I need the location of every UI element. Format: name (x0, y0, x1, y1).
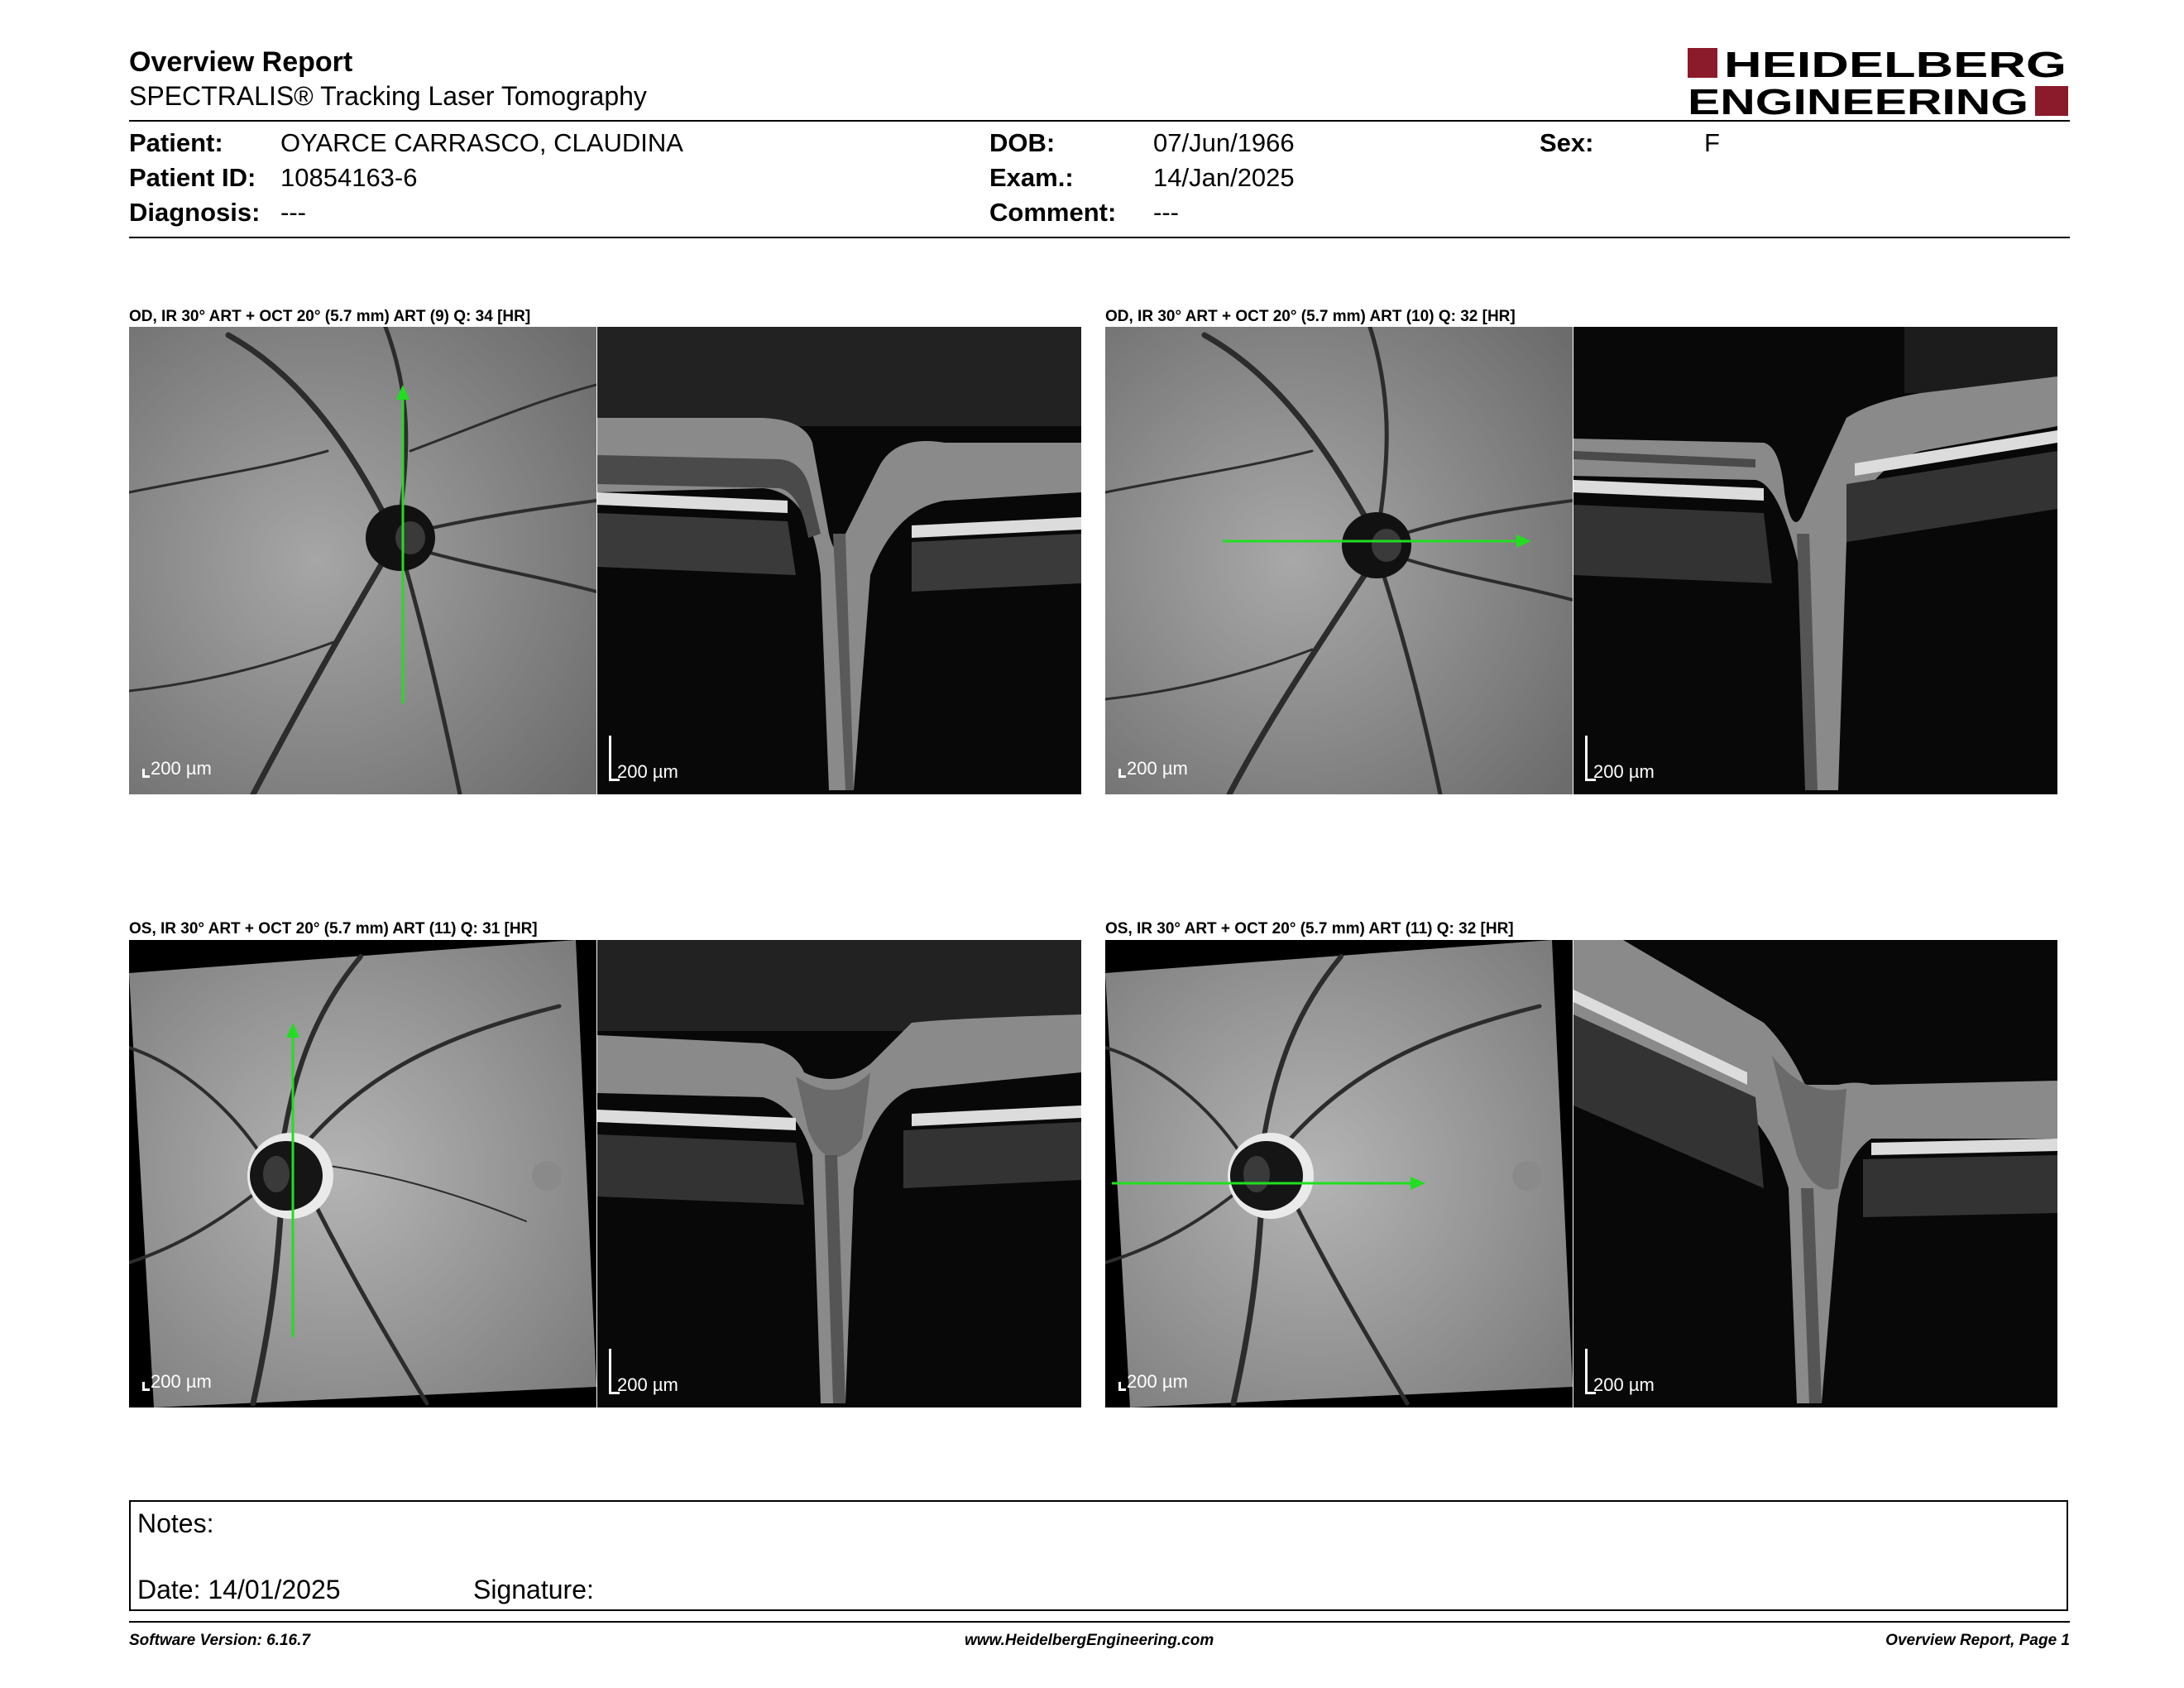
dob-value: 07/Jun/1966 (1153, 128, 1295, 157)
date-label: Date: 14/01/2025 (137, 1575, 341, 1604)
patient-id: 10854163-6 (280, 163, 418, 192)
fundus-image-2[interactable]: 200 µm (1105, 327, 1573, 794)
website-link[interactable]: www.HeidelbergEngineering.com (965, 1632, 1214, 1649)
patient-label: Patient: (129, 128, 223, 157)
logo-line2: ENGINEERING (1688, 82, 2028, 117)
comment-label: Comment: (989, 198, 1117, 227)
dob-label: DOB: (989, 128, 1056, 157)
footer-rule (129, 1621, 2070, 1623)
header-rule (129, 120, 2070, 122)
panel-title-2: OD, IR 30° ART + OCT 20° (5.7 mm) ART (10) Q: 32 [HR] (1105, 308, 1516, 325)
notes-label: Notes: (137, 1508, 214, 1538)
sex-label: Sex: (1540, 128, 1594, 157)
comment-value: --- (1153, 198, 1179, 227)
sex-value: F (1704, 128, 1720, 157)
panel-title-1: OD, IR 30° ART + OCT 20° (5.7 mm) ART (9) Q: 34 [HR] (129, 308, 531, 325)
info-rule (129, 237, 2070, 238)
diagnosis-label: Diagnosis: (129, 198, 261, 227)
report-title: Overview Report (129, 46, 353, 78)
fundus-image-3[interactable]: 200 µm (129, 940, 596, 1407)
heidelberg-logo (1688, 46, 2068, 117)
notes-box[interactable] (129, 1500, 2068, 1611)
page-number: Overview Report, Page 1 (1885, 1632, 2070, 1649)
exam-label: Exam.: (989, 163, 1074, 192)
oct-scan-2[interactable]: 200 µm (1573, 327, 2057, 794)
software-version: Software Version: 6.16.7 (129, 1632, 310, 1649)
exam-value: 14/Jan/2025 (1153, 163, 1295, 192)
signature-label: Signature: (473, 1575, 594, 1604)
patient-id-label: Patient ID: (129, 163, 256, 192)
panel-title-4: OS, IR 30° ART + OCT 20° (5.7 mm) ART (11) Q: 32 [HR] (1105, 920, 1514, 938)
panel-title-3: OS, IR 30° ART + OCT 20° (5.7 mm) ART (11) Q: 31 [HR] (129, 920, 538, 938)
logo-line1: HEIDELBERG (1724, 46, 2067, 85)
diagnosis-value: --- (280, 198, 306, 227)
fundus-image-4[interactable]: 200 µm (1105, 940, 1573, 1407)
patient-name: OYARCE CARRASCO, CLAUDINA (280, 128, 683, 157)
oct-scan-1[interactable]: 200 µm (597, 327, 1081, 794)
oct-scan-3[interactable]: 200 µm (597, 940, 1081, 1407)
fundus-image-1[interactable]: 200 µm (129, 327, 596, 794)
report-subtitle: SPECTRALIS® Tracking Laser Tomography (129, 81, 647, 111)
oct-scan-4[interactable]: 200 µm (1573, 940, 2057, 1407)
